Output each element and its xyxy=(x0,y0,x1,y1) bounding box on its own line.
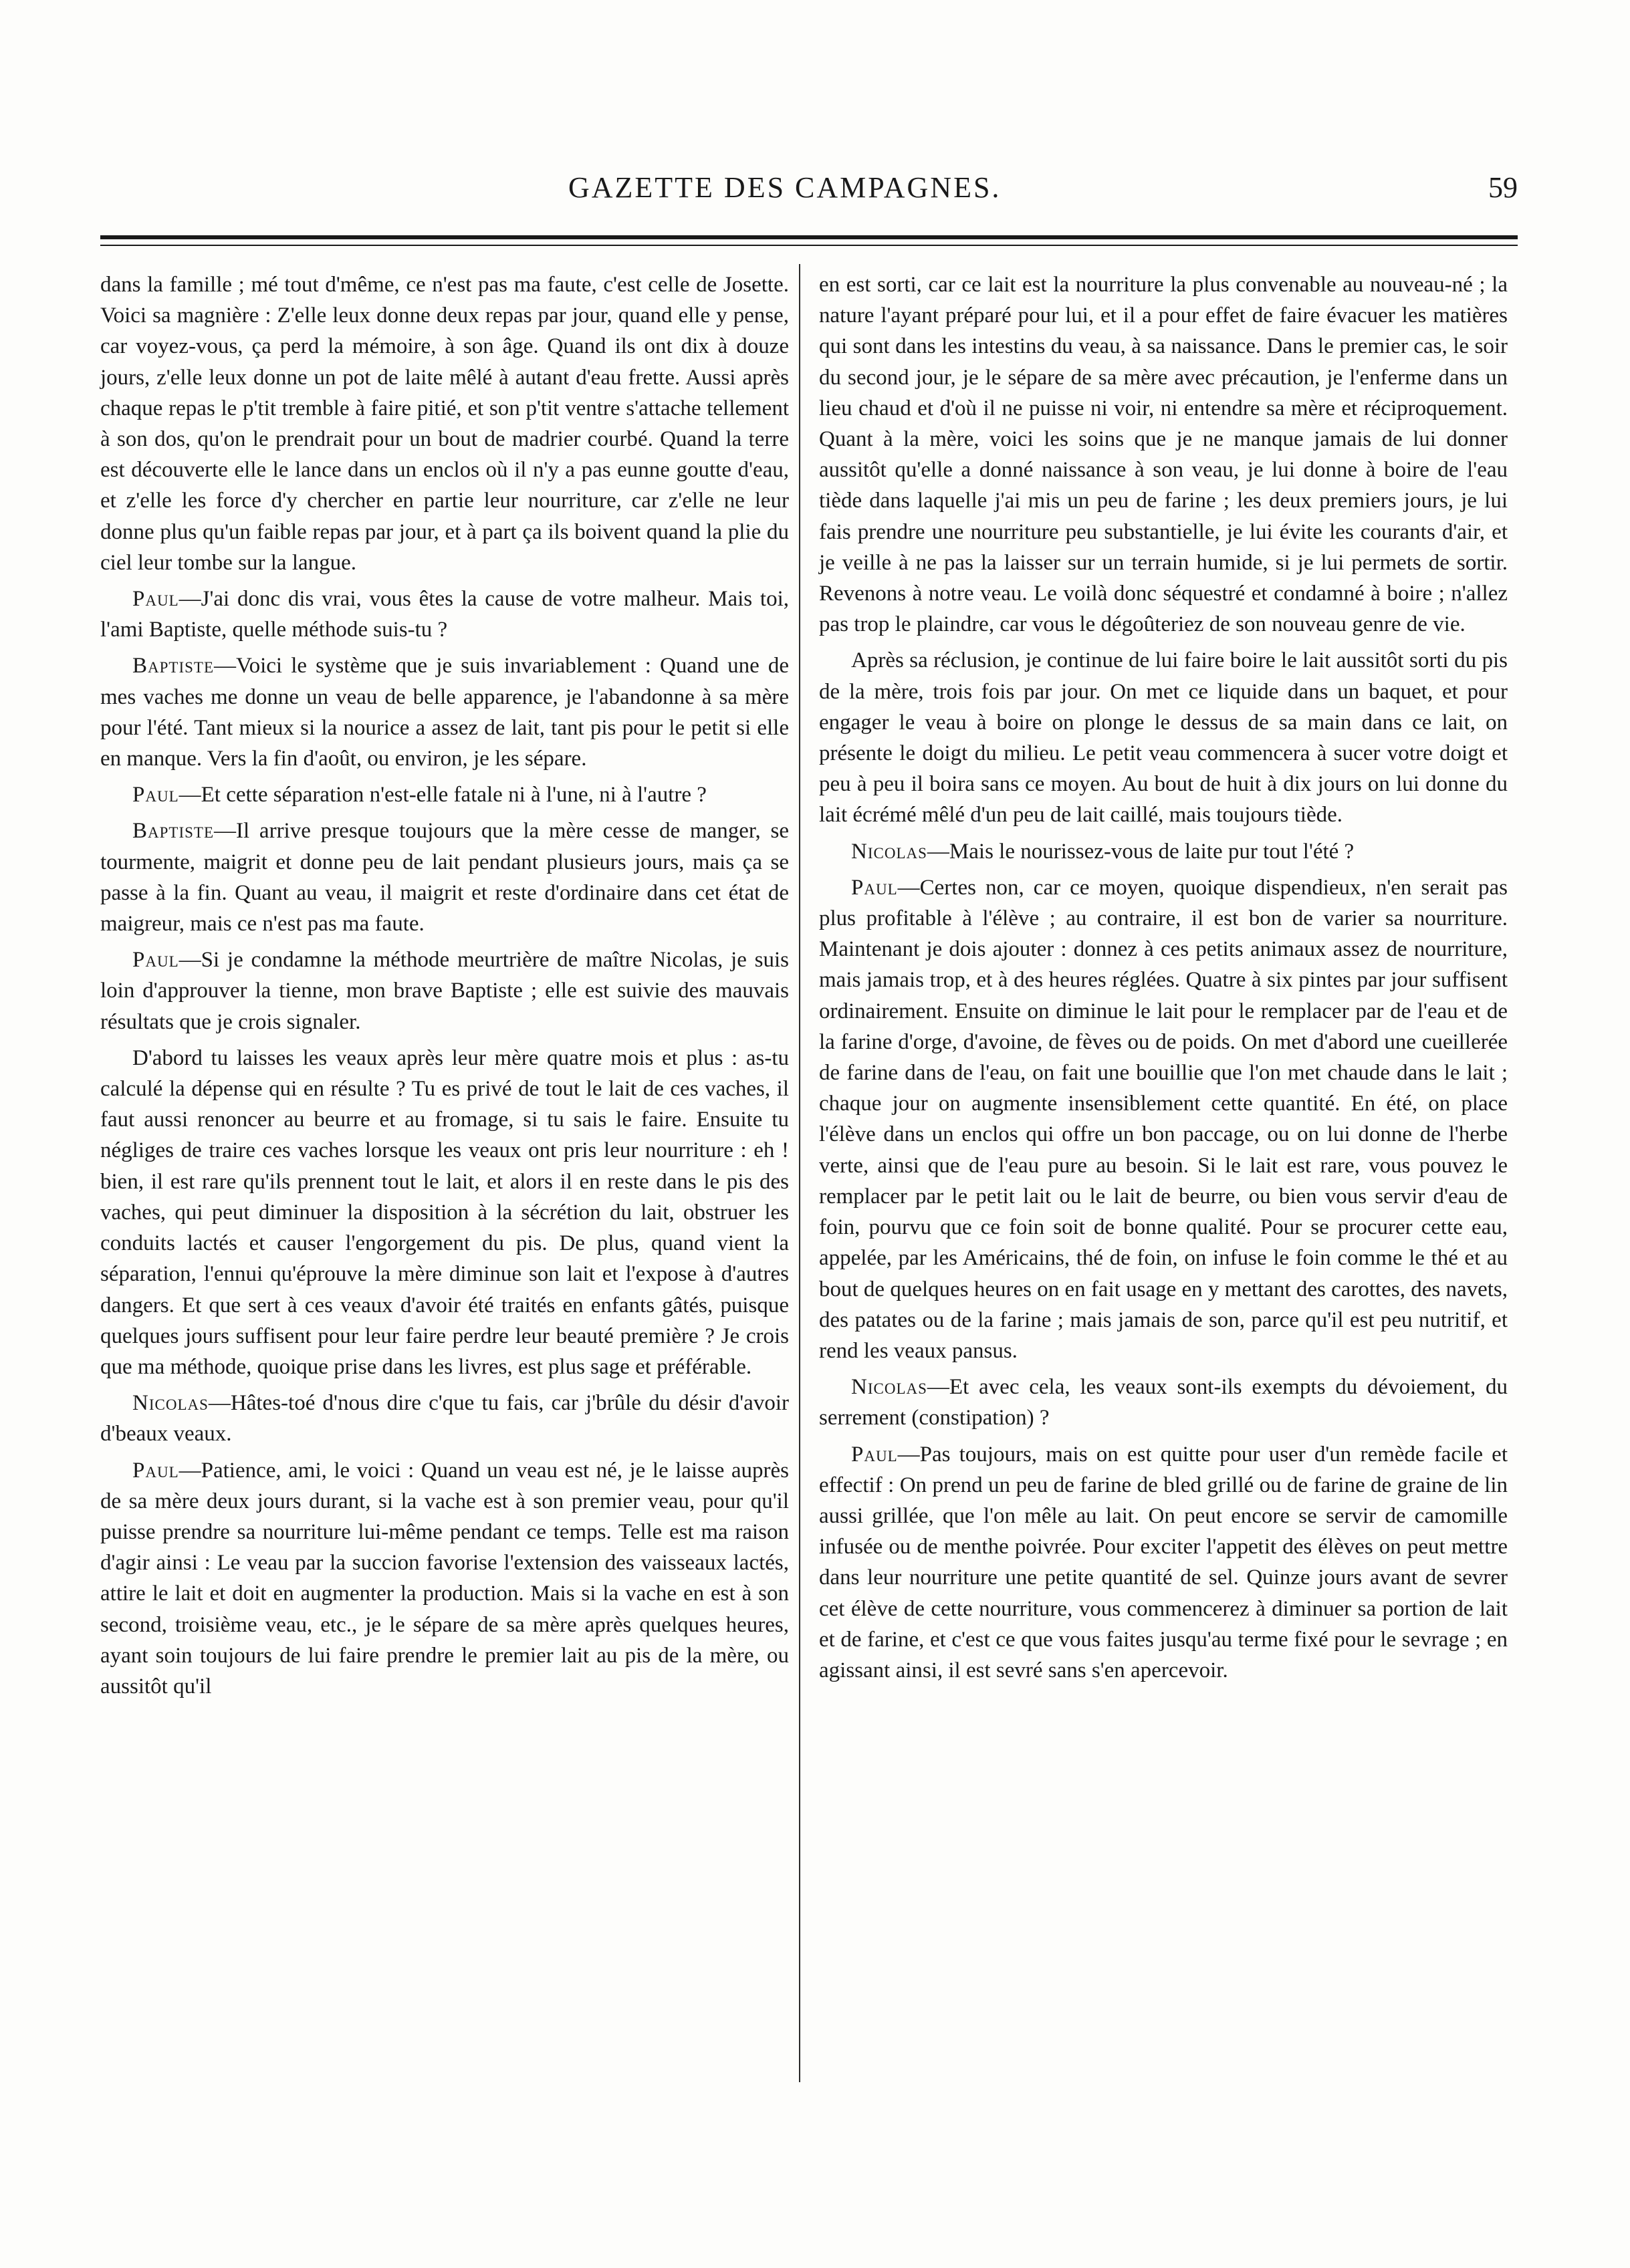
paragraph: en est sorti, car ce lait est la nourriture la plus convenable au nouveau-né ; la nature l'ayant préparé pour lui, et il a pour effet de faire évacuer les matières qui sont dans les intestins du veau, à sa naissance. Dans le premier cas, le soir du second jour, je le sépare de sa mère avec précaution, je l'enferme dans un lieu chaud et d'où il ne puisse ni voir, ni entendre sa mère et réciproquement. Quant à la mère, voici les soins que je ne manque jamais de lui donner aussitôt qu'elle a donné naissance à son veau, je lui donne à boire de l'eau tiède dans laquelle j'ai mis un peu de farine ; les deux premiers jours, je lui fais prendre une nourriture peu substantielle, je lui évite les courants d'air, et je veille à ne pas la laisser sur un terrain humide, si je lui permets de sortir. Revenons à notre veau. Le voilà donc séquestré et condamné à boire ; n'allez pas trop le plaindre, car vous le dégoûteriez de son nouveau genre de vie. xyxy=(819,273,1508,637)
dialogue-paragraph: Nicolas—Et avec cela, les veaux sont-ils exempts du dévoiement, du serrement (constipation) ? xyxy=(819,1375,1508,1430)
speaker: Nicolas xyxy=(132,1391,209,1416)
speaker: Nicolas xyxy=(851,839,927,864)
dialogue-paragraph: Nicolas—Hâtes-toé d'nous dire c'que tu fais, car j'brûle du désir d'avoir d'beaux veaux. xyxy=(100,1391,789,1446)
left-column xyxy=(100,269,789,1707)
dialogue-paragraph: Paul—Patience, ami, le voici : Quand un veau est né, je le laisse auprès de sa mère deux jours durant, si la vache est à son premier veau, pour qu'il puisse prendre sa nourriture lui-même pendant ce temps. Telle est ma raison d'agir ainsi : Le veau par la succion favorise l'extension des vaisseaux lactés, attire le lait et doit en augmenter la production. Mais si la vache en est à son second, troisième veau, etc., je le sépare de sa mère après quelques heures, ayant soin toujours de lui faire prendre le premier lait au pis de la mère, ou aussitôt qu'il xyxy=(100,1458,789,1698)
speaker: Paul xyxy=(851,875,898,900)
dialogue-paragraph: Paul—Certes non, car ce moyen, quoique dispendieux, n'en serait pas plus profitable à l'élève ; au contraire, il est bon de varier sa nourriture. Maintenant je dois ajouter : donnez à ces petits animaux assez de nourriture, mais jamais trop, et à des heures réglées. Quatre à six pintes par jour suffisent ordinairement. Ensuite on diminue le lait pour le remplacer par de l'eau et de la farine d'orge, d'avoine, de fèves ou de poids. On met d'abord une cueillerée de farine dans de l'eau, on fait une bouillie que l'on met chaude dans le lait ; chaque jour on augmente insensiblement cette quantité. En été, on place l'élève dans un enclos qui offre un bon paccage, ou on lui donne de l'herbe verte, ainsi que de l'eau pure au besoin. Si le lait est rare, vous pouvez le remplacer par le petit lait ou le lait de beurre, ou bien vous servir d'eau de foin, pourvu que ce foin soit de bonne qualité. Pour se procurer cette eau, appelée, par les Américains, thé de foin, on infuse le foin comme le thé et au bout de quelques heures on en fait usage en y mettant des carottes, des navets, des patates ou de la farine ; mais jamais de son, parce qu'il est peu nutritif, et rend les veaux pansus. xyxy=(819,875,1508,1363)
speaker: Paul xyxy=(132,1458,179,1483)
page-header xyxy=(100,170,1518,217)
speaker: Baptiste xyxy=(132,654,215,678)
speaker: Paul xyxy=(132,587,179,612)
speaker: Nicolas xyxy=(851,1375,927,1400)
page-number: 59 xyxy=(1488,171,1518,204)
right-column xyxy=(819,269,1508,1691)
running-title: GAZETTE DES CAMPAGNES. xyxy=(568,171,1002,204)
dialogue-paragraph: Paul—J'ai donc dis vrai, vous êtes la cause de votre malheur. Mais toi, l'ami Baptiste, quelle méthode suis-tu ? xyxy=(100,587,789,642)
header-rule-thin xyxy=(100,245,1518,246)
dialogue-paragraph: Paul—Si je condamne la méthode meurtrière de maître Nicolas, je suis loin d'approuver la tienne, mon brave Baptiste ; elle est suivie des mauvais résultats que je crois signaler. xyxy=(100,948,789,1034)
paragraph: Après sa réclusion, je continue de lui faire boire le lait aussitôt sorti du pis de la mère, trois fois par jour. On met ce liquide dans un baquet, et pour engager le veau à boire on plonge le dessus de sa main dans ce lait, on présente le doigt du milieu. Le petit veau commencera à sucer votre doigt et peu à peu il boira sans ce moyen. Au bout de huit à dix jours on lui donne du lait écrémé mêlé d'un peu de lait caillé, mais toujours tiède. xyxy=(819,648,1508,828)
speaker: Baptiste xyxy=(132,819,215,844)
dialogue-paragraph: Paul—Pas toujours, mais on est quitte pour user d'un remède facile et effectif : On prend un peu de farine de bled grillé ou de farine de graine de lin aussi grillée, que l'on mêle au lait. On peut encore se servir de camomille infusée ou de menthe poivrée. Pour exciter l'appetit des élèves on peut mettre dans leur nourriture une petite quantité de sel. Quinze jours avant de sevrer cet élève de cette nourriture, vous commencerez à diminuer sa portion de lait et de farine, et c'est ce que vous faites jusqu'au terme fixé pour le sevrage ; en agissant ainsi, il est sevré sans s'en apercevoir. xyxy=(819,1442,1508,1682)
speaker: Paul xyxy=(132,783,179,807)
dialogue-paragraph: Baptiste—Il arrive presque toujours que la mère cesse de manger, se tourmente, maigrit et donne peu de lait pendant plusieurs jours, mais ça se passe à la fin. Quant au veau, il maigrit et reste d'ordinaire dans cet état de maigreur, mais ce n'est pas ma faute. xyxy=(100,819,789,936)
dialogue-paragraph: Nicolas—Mais le nourissez-vous de laite pur tout l'été ? xyxy=(851,839,1355,864)
speaker: Paul xyxy=(132,948,179,973)
dialogue-paragraph: Paul—Et cette séparation n'est-elle fatale ni à l'une, ni à l'autre ? xyxy=(132,783,707,807)
paragraph: dans la famille ; mé tout d'même, ce n'est pas ma faute, c'est celle de Josette. Voici sa magnière : Z'elle leux donne deux repas par jour, quand elle y pense, car voyez-vous, ça perd la mémoire, à son âge. Quand ils ont dix à douze jours, z'elle leux donne un pot de laite mêlé à autant d'eau frette. Aussi après chaque repas le p'tit tremble à faire pitié, et son p'tit ventre s'attache tellement à son dos, qu'on le prendrait pour un bout de madrier courbé. Quand la terre est découverte elle le lance dans un enclos où il n'y a pas eunne goutte d'eau, et z'elle les force d'y chercher en partie leur nourriture, car z'elle ne leur donne plus qu'un faible repas par jour, et à part ça ils boivent quand la plie du ciel leur tombe sur la langue. xyxy=(100,273,789,575)
paragraph: D'abord tu laisses les veaux après leur mère quatre mois et plus : as-tu calculé la dépense qui en résulte ? Tu es privé de tout le lait de ces vaches, il faut aussi renoncer au beurre et au fromage, si tu sais le faire. Ensuite tu négliges de traire ces vaches lorsque les veaux ont pris leur nourriture : eh ! bien, il est rare qu'ils prennent tout le lait, et alors il en reste dans le pis des vaches, qui peut diminuer la disposition à la sécrétion du lait, obstruer les conduits lactés et causer l'engorgement du pis. De plus, quand vient la séparation, l'ennui qu'éprouve la mère diminue son lait et l'expose à d'autres dangers. Et que sert à ces veaux d'avoir été traités en enfants gâtés, puisque quelques jours suffisent pour leur faire perdre leur beauté première ? Je crois que ma méthode, quoique prise dans les livres, est plus sage et préférable. xyxy=(100,1045,789,1379)
speaker: Paul xyxy=(851,1442,898,1467)
header-rule-thick xyxy=(100,235,1518,239)
dialogue-paragraph: Baptiste—Voici le système que je suis invariablement : Quand une de mes vaches me donne un veau de belle apparence, je l'abandonne à sa mère pour l'été. Tant mieux si la nourice a assez de lait, tant pis pour le petit si elle en manque. Vers la fin d'août, ou environ, je les sépare. xyxy=(100,654,789,771)
column-divider xyxy=(799,264,800,2082)
